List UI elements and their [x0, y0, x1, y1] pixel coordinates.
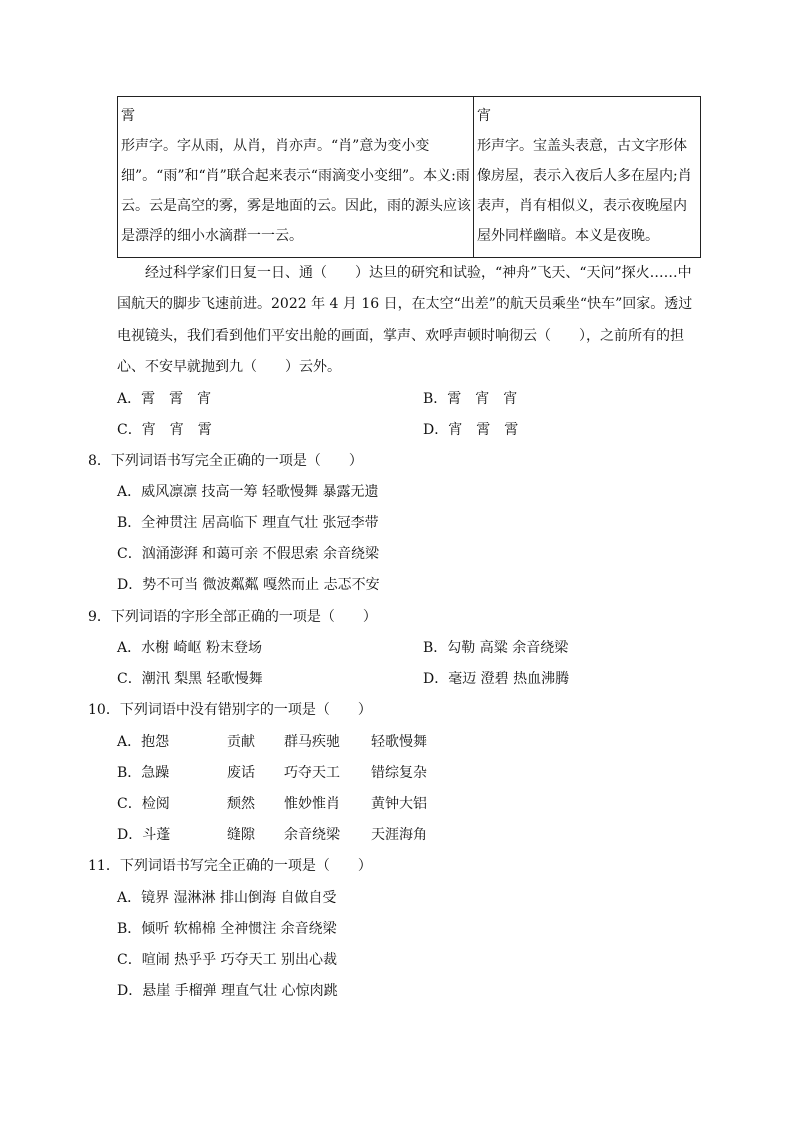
character-heading: 宵 — [477, 108, 491, 124]
q11-option-a: A．镜界 湿淋淋 排山倒海 自做自受 — [117, 890, 337, 906]
q10-stem: 10．下列词语中没有错别字的一项是（ ） — [88, 702, 372, 718]
character-heading: 霄 — [121, 108, 135, 124]
q10-option-a — [117, 731, 427, 751]
word: 贡献 — [227, 734, 255, 750]
q7-option-d: D．宵 霄 霄 — [423, 422, 519, 438]
q9-option-c: C．潮汛 梨黑 轻歌慢舞 — [117, 671, 263, 687]
q7-option-a: A．霄 霄 宵 — [117, 391, 212, 407]
word: C．检阅 — [117, 796, 170, 812]
q11-option-c: C．喧闹 热乎乎 巧夺天工 别出心裁 — [117, 952, 338, 968]
word: 错综复杂 — [371, 765, 427, 781]
q9-stem: 9．下列词语的字形全部正确的一项是（ ） — [88, 609, 377, 625]
q8-option-a: A．威风凛凛 技高一筹 轻歌慢舞 暴露无遗 — [117, 484, 379, 500]
word: 颓然 — [227, 796, 255, 812]
word: 轻歌慢舞 — [371, 734, 427, 750]
word: 黄钟大铝 — [371, 796, 427, 812]
character-explanation: 形声字。字从雨，从肖，肖亦声。“肖”意为变小变细”。“雨”和“肖”联合起来表示“雨滴变小变细”。本义:雨云。云是高空的雾，雾是地面的云。因此，雨的源头应该是漂浮的细小水滴群一一云。 — [121, 138, 471, 244]
character-explanation: 形声字。宝盖头表意，古文字形体像房屋，表示入夜后人多在屋内;肖表声，肖有相似义，表示夜晚屋内屋外同样幽暗。本义是夜晚。 — [477, 138, 692, 244]
q10-option-d — [117, 824, 427, 844]
q11-option-d: D．悬崖 手榴弹 理直气壮 心惊肉跳 — [117, 983, 338, 999]
word: B．急躁 — [117, 765, 170, 781]
word: 巧夺天工 — [284, 765, 340, 781]
q8-option-c: C．汹涌澎湃 和蔼可亲 不假思索 余音绕梁 — [117, 546, 380, 562]
q8-option-d: D．势不可当 微波粼粼 嘎然而止 忐忑不安 — [117, 577, 380, 593]
word: 惟妙惟肖 — [284, 796, 340, 812]
q7-option-c: C．宵 宵 霄 — [117, 422, 212, 438]
q7-option-b: B．霄 宵 宵 — [423, 391, 518, 407]
word: D．斗蓬 — [117, 827, 171, 843]
table-cell-xiao-cloud — [118, 97, 474, 258]
q8-stem: 8．下列词语书写完全正确的一项是（ ） — [88, 453, 363, 469]
q9-option-d: D．毫迈 澄碧 热血沸腾 — [423, 671, 570, 687]
word: 天涯海角 — [371, 827, 427, 843]
word: 废话 — [227, 765, 255, 781]
q9-option-a: A．水榭 崎岖 粉末登场 — [117, 640, 263, 656]
table-cell-xiao-night — [474, 97, 701, 258]
character-explanation-table — [117, 96, 701, 258]
q10-option-c — [117, 793, 427, 813]
q11-option-b: B．倾听 软棉棉 全神惯注 余音绕梁 — [117, 921, 337, 937]
word: 群马疾驰 — [284, 734, 340, 750]
q8-option-b: B．全神贯注 居高临下 理直气壮 张冠李带 — [117, 515, 379, 531]
q10-option-b — [117, 762, 427, 782]
q11-stem: 11．下列词语书写完全正确的一项是（ ） — [88, 858, 372, 874]
q9-option-b: B．勾勒 高粱 余音绕梁 — [423, 640, 569, 656]
word: 缝隙 — [227, 827, 255, 843]
word: 余音绕梁 — [284, 827, 340, 843]
word: A．抱怨 — [117, 734, 170, 750]
passage-text: 经过科学家们日复一日、通（ ）达旦的研究和试验，“神舟”飞天、“天问”探火……中国航天的脚步飞速前进。2022 年 4 月 16 日，在太空“出差”的航天员乘坐“快车”回家。透过电视镜头，我们看到他们平安出舱的画面，掌声、欢呼声顿时响彻云（ ），之前所有的担心、不安早就抛到九（ ）云外。 — [117, 265, 693, 375]
